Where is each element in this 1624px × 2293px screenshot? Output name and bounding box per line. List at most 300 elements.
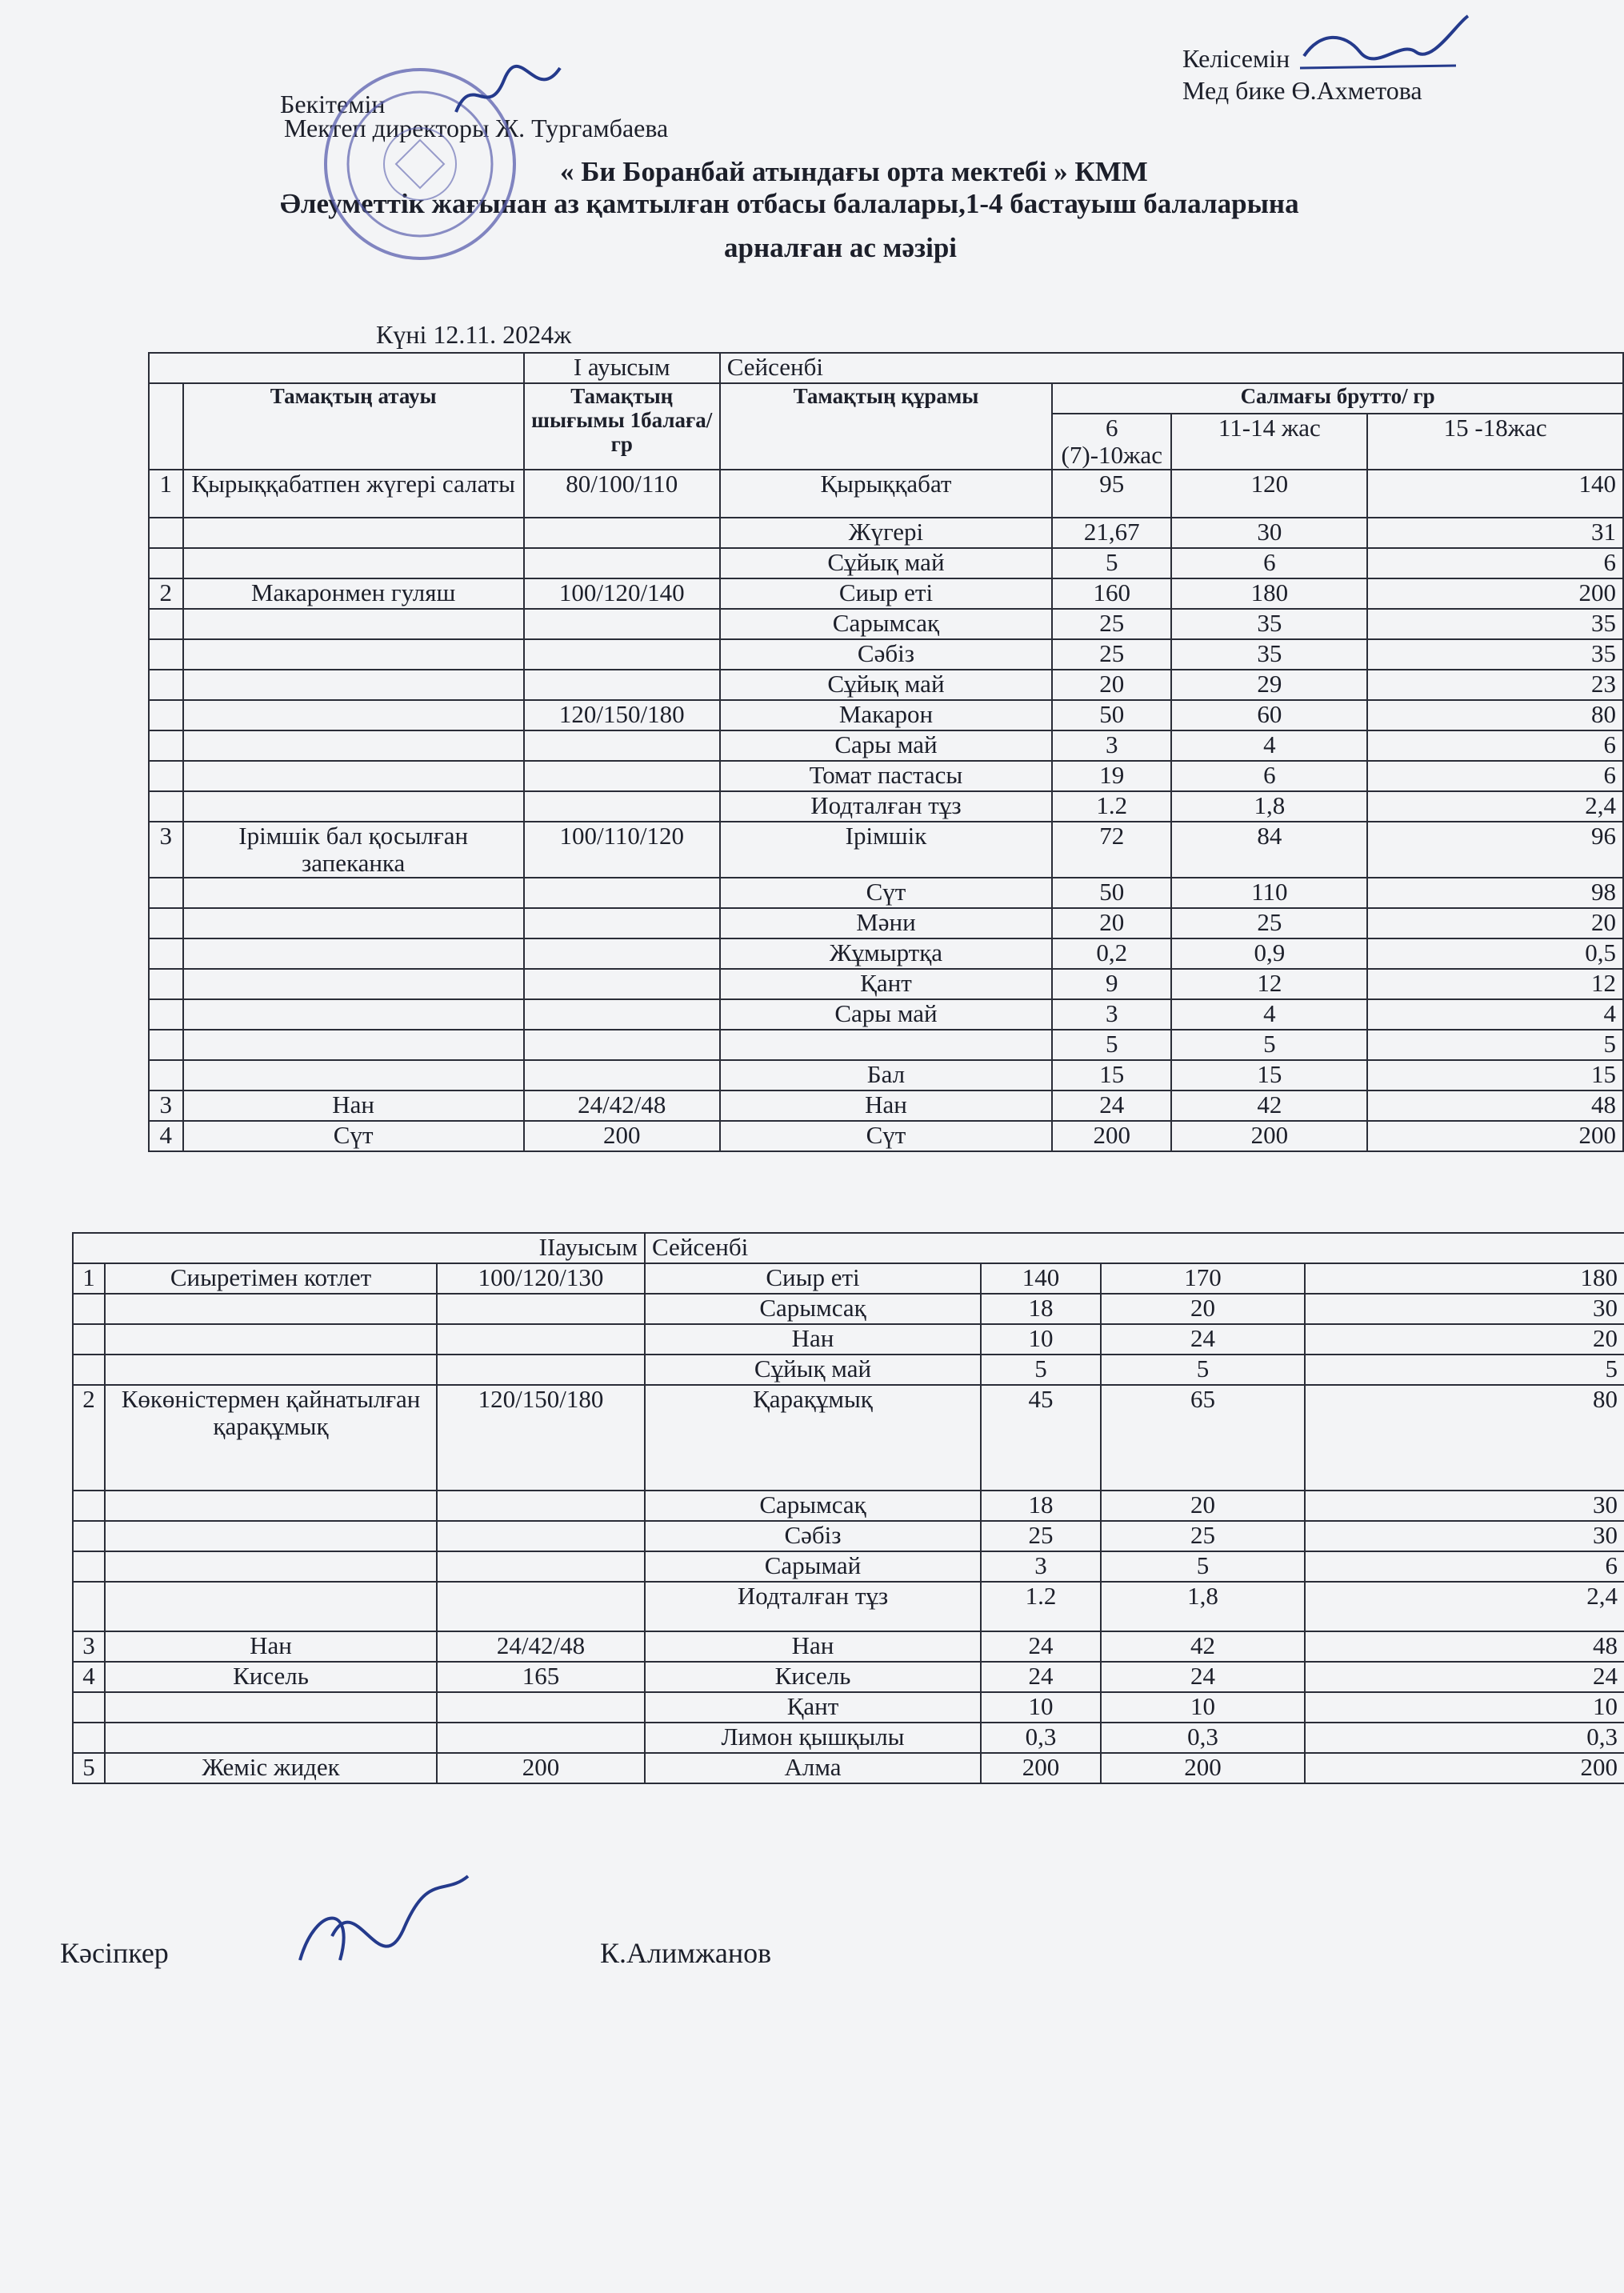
weight-age-2: 30 (1171, 518, 1367, 548)
table-row (73, 1294, 1624, 1324)
dish-output (524, 969, 720, 999)
weight-age-3: 6 (1367, 761, 1623, 791)
weight-age-2: 25 (1101, 1521, 1305, 1551)
dish-name (183, 878, 524, 908)
dish-output (524, 730, 720, 761)
weight-age-1: 3 (1052, 999, 1171, 1030)
weight-age-3: 200 (1367, 1121, 1623, 1151)
weight-age-2: 6 (1171, 761, 1367, 791)
weight-age-2: 200 (1101, 1753, 1305, 1783)
dish-name (183, 908, 524, 938)
dish-name: Ірімшік бал қосылған запеканка (183, 822, 524, 878)
dish-output (524, 1060, 720, 1090)
shift-2-label: IIауысым (73, 1233, 645, 1263)
ingredient: Қырыққабат (720, 470, 1052, 518)
weight-age-2: 84 (1171, 822, 1367, 878)
weight-age-2: 5 (1101, 1355, 1305, 1385)
dish-output: 120/150/180 (437, 1385, 645, 1491)
weight-age-2: 15 (1171, 1060, 1367, 1090)
weight-age-1: 5 (981, 1355, 1101, 1385)
weight-age-3: 10 (1305, 1692, 1624, 1723)
weight-age-1: 9 (1052, 969, 1171, 999)
column-header-age-2: 11-14 жас (1171, 414, 1367, 470)
dish-name (183, 969, 524, 999)
row-number: 2 (149, 578, 183, 609)
weight-age-3: 200 (1367, 578, 1623, 609)
table-row (149, 822, 1623, 878)
weight-age-3: 0,3 (1305, 1723, 1624, 1753)
weight-age-1: 20 (1052, 670, 1171, 700)
dish-output (437, 1355, 645, 1385)
weight-age-1: 10 (981, 1692, 1101, 1723)
ingredient: Сұйық май (645, 1355, 981, 1385)
table-row (149, 518, 1623, 548)
table-row (73, 1582, 1624, 1631)
dish-output (437, 1294, 645, 1324)
dish-output: 100/120/140 (524, 578, 720, 609)
row-number (149, 730, 183, 761)
weight-age-3: 6 (1367, 730, 1623, 761)
ingredient: Иодталған тұз (645, 1582, 981, 1631)
table-row (149, 1060, 1623, 1090)
dish-name (105, 1324, 437, 1355)
table-row (73, 1355, 1624, 1385)
row-number: 3 (149, 1090, 183, 1121)
table-row (73, 1263, 1624, 1294)
table-row (149, 639, 1623, 670)
weight-age-1: 21,67 (1052, 518, 1171, 548)
dish-output (524, 518, 720, 548)
table-row (73, 1631, 1624, 1662)
weight-age-3: 35 (1367, 609, 1623, 639)
row-number: 1 (73, 1263, 105, 1294)
weight-age-3: 30 (1305, 1294, 1624, 1324)
ingredient: Ірімшік (720, 822, 1052, 878)
dish-name (183, 670, 524, 700)
ingredient: Макарон (720, 700, 1052, 730)
weight-age-2: 170 (1101, 1263, 1305, 1294)
row-number: 4 (149, 1121, 183, 1151)
table-row (73, 1662, 1624, 1692)
table-row (149, 700, 1623, 730)
weight-age-1: 3 (981, 1551, 1101, 1582)
dish-name (105, 1491, 437, 1521)
table-row (149, 1090, 1623, 1121)
table-row (149, 908, 1623, 938)
weight-age-1: 0,3 (981, 1723, 1101, 1753)
table-row (73, 1753, 1624, 1783)
weight-age-1: 25 (1052, 639, 1171, 670)
weight-age-1: 25 (1052, 609, 1171, 639)
ingredient: Сарымсақ (645, 1491, 981, 1521)
weight-age-1: 18 (981, 1294, 1101, 1324)
ingredient: Сәбіз (645, 1521, 981, 1551)
weight-age-2: 4 (1171, 730, 1367, 761)
dish-name (183, 1060, 524, 1090)
row-number (73, 1582, 105, 1631)
ingredient: Сиыр еті (720, 578, 1052, 609)
dish-name: Қырыққабатпен жүгері салаты (183, 470, 524, 518)
dish-output: 80/100/110 (524, 470, 720, 518)
dish-name (183, 609, 524, 639)
dish-name (183, 548, 524, 578)
weight-age-1: 19 (1052, 761, 1171, 791)
director-line: Мектеп директоры Ж. Тургамбаева (284, 114, 669, 142)
dish-name (105, 1582, 437, 1631)
weight-age-2: 180 (1171, 578, 1367, 609)
weight-age-3: 12 (1367, 969, 1623, 999)
weight-age-3: 2,4 (1367, 791, 1623, 822)
table-row (149, 609, 1623, 639)
weight-age-3: 15 (1367, 1060, 1623, 1090)
dish-name: Нан (105, 1631, 437, 1662)
ingredient: Нан (720, 1090, 1052, 1121)
column-header-age-1: 6 (7)-10жас (1052, 414, 1171, 470)
weight-age-1: 95 (1052, 470, 1171, 518)
ingredient: Сұйық май (720, 548, 1052, 578)
weight-age-1: 200 (1052, 1121, 1171, 1151)
weight-age-2: 42 (1171, 1090, 1367, 1121)
dish-name (183, 938, 524, 969)
dish-name (183, 1030, 524, 1060)
weight-age-3: 140 (1367, 470, 1623, 518)
title-line-2: арналған ас мәзірі (724, 232, 958, 263)
dish-output: 100/110/120 (524, 822, 720, 878)
weight-age-1: 50 (1052, 700, 1171, 730)
dish-name (183, 518, 524, 548)
ingredient: Иодталған тұз (720, 791, 1052, 822)
dish-output (524, 938, 720, 969)
ingredient: Сары май (720, 730, 1052, 761)
dish-name (105, 1723, 437, 1753)
weight-age-3: 5 (1367, 1030, 1623, 1060)
day-2-label: Сейсенбі (645, 1233, 1624, 1263)
dish-name (183, 761, 524, 791)
weight-age-3: 31 (1367, 518, 1623, 548)
weight-age-3: 5 (1305, 1355, 1624, 1385)
weight-age-2: 29 (1171, 670, 1367, 700)
weight-age-2: 60 (1171, 700, 1367, 730)
weight-age-3: 96 (1367, 822, 1623, 878)
weight-age-1: 72 (1052, 822, 1171, 878)
row-number: 5 (73, 1753, 105, 1783)
dish-output (524, 670, 720, 700)
weight-age-1: 50 (1052, 878, 1171, 908)
nurse-line: Мед бике Ө.Ахметова (1182, 76, 1422, 105)
ingredient: Қант (645, 1692, 981, 1723)
dish-name: Макаронмен гуляш (183, 578, 524, 609)
dish-output: 200 (524, 1121, 720, 1151)
weight-age-1: 3 (1052, 730, 1171, 761)
row-number: 3 (149, 822, 183, 878)
dish-name (105, 1551, 437, 1582)
weight-age-1: 45 (981, 1385, 1101, 1491)
ingredient: Сарымай (645, 1551, 981, 1582)
weight-age-2: 24 (1101, 1324, 1305, 1355)
dish-output (437, 1324, 645, 1355)
row-number (73, 1692, 105, 1723)
table-row (73, 1521, 1624, 1551)
weight-age-2: 20 (1101, 1294, 1305, 1324)
weight-age-3: 20 (1305, 1324, 1624, 1355)
weight-age-2: 0,9 (1171, 938, 1367, 969)
row-number (73, 1324, 105, 1355)
weight-age-2: 5 (1171, 1030, 1367, 1060)
weight-age-2: 35 (1171, 639, 1367, 670)
dish-name (105, 1355, 437, 1385)
ingredient: Алма (645, 1753, 981, 1783)
dish-name (183, 791, 524, 822)
weight-age-1: 18 (981, 1491, 1101, 1521)
ingredient: Сүт (720, 1121, 1052, 1151)
ingredient: Сарымсақ (720, 609, 1052, 639)
table-row (149, 938, 1623, 969)
row-number (149, 791, 183, 822)
dish-output: 200 (437, 1753, 645, 1783)
dish-name (105, 1294, 437, 1324)
ingredient: Лимон қышқылы (645, 1723, 981, 1753)
ingredient: Сүт (720, 878, 1052, 908)
weight-age-1: 20 (1052, 908, 1171, 938)
column-header-name: Тамақтың атауы (183, 383, 524, 470)
agree-label: Келісемін (1182, 44, 1290, 73)
entrepreneur-label: Кәсіпкер (60, 1937, 169, 1969)
weight-age-3: 98 (1367, 878, 1623, 908)
weight-age-2: 65 (1101, 1385, 1305, 1491)
ingredient: Сарымсақ (645, 1294, 981, 1324)
ingredient: Мәни (720, 908, 1052, 938)
weight-age-1: 200 (981, 1753, 1101, 1783)
table-row (149, 878, 1623, 908)
weight-age-3: 4 (1367, 999, 1623, 1030)
shift-label: I ауысым (524, 353, 720, 383)
dish-name (183, 700, 524, 730)
table-row (149, 969, 1623, 999)
column-header-age-3: 15 -18жас (1367, 414, 1623, 470)
weight-age-1: 160 (1052, 578, 1171, 609)
dish-name (183, 639, 524, 670)
approve-label: Бекітемін (280, 90, 386, 118)
weight-age-2: 12 (1171, 969, 1367, 999)
weight-age-3: 200 (1305, 1753, 1624, 1783)
weight-age-1: 24 (981, 1631, 1101, 1662)
table-row (73, 1723, 1624, 1753)
row-number (73, 1491, 105, 1521)
row-number: 4 (73, 1662, 105, 1692)
weight-age-3: 35 (1367, 639, 1623, 670)
dish-output (524, 548, 720, 578)
weight-age-2: 1,8 (1101, 1582, 1305, 1631)
dish-output: 120/150/180 (524, 700, 720, 730)
weight-age-1: 1.2 (1052, 791, 1171, 822)
weight-age-2: 10 (1101, 1692, 1305, 1723)
dish-name: Көкөністермен қайнатылған қарақұмық (105, 1385, 437, 1491)
row-number (73, 1551, 105, 1582)
weight-age-3: 20 (1367, 908, 1623, 938)
table-row (149, 670, 1623, 700)
weight-age-3: 180 (1305, 1263, 1624, 1294)
row-number (149, 1060, 183, 1090)
row-number (149, 548, 183, 578)
row-number (149, 700, 183, 730)
dish-output (437, 1551, 645, 1582)
weight-age-3: 48 (1367, 1090, 1623, 1121)
weight-age-1: 25 (981, 1521, 1101, 1551)
weight-age-3: 2,4 (1305, 1582, 1624, 1631)
dish-name (105, 1521, 437, 1551)
table-row (149, 730, 1623, 761)
nurse-signature-icon (1296, 8, 1480, 76)
dish-output: 24/42/48 (524, 1090, 720, 1121)
ingredient: Нан (645, 1324, 981, 1355)
ingredient: Қант (720, 969, 1052, 999)
row-number (149, 999, 183, 1030)
row-number: 2 (73, 1385, 105, 1491)
ingredient: Жұмыртқа (720, 938, 1052, 969)
dish-name: Сиыретімен котлет (105, 1263, 437, 1294)
ingredient: Бал (720, 1060, 1052, 1090)
dish-name: Жеміс жидек (105, 1753, 437, 1783)
weight-age-3: 30 (1305, 1521, 1624, 1551)
table-row (73, 1551, 1624, 1582)
row-number (73, 1521, 105, 1551)
table-row (149, 1121, 1623, 1151)
row-number (73, 1355, 105, 1385)
dish-output (437, 1692, 645, 1723)
table-row (73, 1491, 1624, 1521)
menu-table-shift-1 (148, 352, 1624, 1152)
weight-age-2: 25 (1171, 908, 1367, 938)
dish-output (437, 1521, 645, 1551)
weight-age-2: 120 (1171, 470, 1367, 518)
weight-age-1: 5 (1052, 1030, 1171, 1060)
dish-name (183, 730, 524, 761)
dish-output (524, 878, 720, 908)
ingredient: Сиыр еті (645, 1263, 981, 1294)
dish-output: 100/120/130 (437, 1263, 645, 1294)
weight-age-1: 5 (1052, 548, 1171, 578)
weight-age-3: 6 (1305, 1551, 1624, 1582)
ingredient (720, 1030, 1052, 1060)
row-number (149, 609, 183, 639)
dish-name: Нан (183, 1090, 524, 1121)
dish-name: Кисель (105, 1662, 437, 1692)
dish-output (524, 609, 720, 639)
entrepreneur-signature-icon (284, 1872, 476, 1992)
dish-name (183, 999, 524, 1030)
weight-age-1: 15 (1052, 1060, 1171, 1090)
dish-output: 165 (437, 1662, 645, 1692)
weight-age-3: 23 (1367, 670, 1623, 700)
entrepreneur-name: К.Алимжанов (600, 1937, 772, 1969)
table-row (149, 791, 1623, 822)
dish-output: 24/42/48 (437, 1631, 645, 1662)
weight-age-2: 42 (1101, 1631, 1305, 1662)
ingredient: Сары май (720, 999, 1052, 1030)
weight-age-2: 20 (1101, 1491, 1305, 1521)
weight-age-1: 10 (981, 1324, 1101, 1355)
title-line-1: Әлеуметтік жағынан аз қамтылған отбасы балалары,1-4 бастауыш балаларына (280, 188, 1299, 219)
ingredient: Жүгері (720, 518, 1052, 548)
ingredient: Сәбіз (720, 639, 1052, 670)
dish-output (437, 1491, 645, 1521)
table-row (149, 548, 1623, 578)
date-line: Күні 12.11. 2024ж (376, 320, 572, 349)
dish-output (524, 999, 720, 1030)
weight-age-2: 4 (1171, 999, 1367, 1030)
row-number: 3 (73, 1631, 105, 1662)
ingredient: Сұйық май (720, 670, 1052, 700)
row-number (149, 639, 183, 670)
dish-output (437, 1723, 645, 1753)
ingredient: Қарақұмық (645, 1385, 981, 1491)
weight-age-1: 24 (1052, 1090, 1171, 1121)
table-row (149, 1030, 1623, 1060)
column-header-composition: Тамақтың құрамы (720, 383, 1052, 470)
ingredient: Нан (645, 1631, 981, 1662)
weight-age-3: 24 (1305, 1662, 1624, 1692)
weight-age-3: 6 (1367, 548, 1623, 578)
dish-output (437, 1582, 645, 1631)
row-number (149, 969, 183, 999)
row-number (149, 670, 183, 700)
director-signature-icon (448, 56, 568, 128)
ingredient: Кисель (645, 1662, 981, 1692)
weight-age-3: 80 (1305, 1385, 1624, 1491)
weight-age-2: 0,3 (1101, 1723, 1305, 1753)
column-header-output: Тамақтың шығымы 1балаға/гр (524, 383, 720, 470)
weight-age-2: 35 (1171, 609, 1367, 639)
dish-name (105, 1692, 437, 1723)
row-number (149, 938, 183, 969)
row-number (149, 878, 183, 908)
table-row (149, 470, 1623, 518)
table-row (149, 578, 1623, 609)
row-number (149, 761, 183, 791)
dish-output (524, 791, 720, 822)
column-header-weight: Салмағы брутто/ гр (1052, 383, 1623, 414)
table-row (73, 1385, 1624, 1491)
weight-age-2: 1,8 (1171, 791, 1367, 822)
weight-age-2: 24 (1101, 1662, 1305, 1692)
dish-output (524, 908, 720, 938)
weight-age-2: 200 (1171, 1121, 1367, 1151)
table-row (149, 761, 1623, 791)
table-row (73, 1692, 1624, 1723)
weight-age-1: 140 (981, 1263, 1101, 1294)
dish-name: Сүт (183, 1121, 524, 1151)
weight-age-3: 80 (1367, 700, 1623, 730)
weight-age-1: 0,2 (1052, 938, 1171, 969)
weight-age-2: 6 (1171, 548, 1367, 578)
weight-age-3: 30 (1305, 1491, 1624, 1521)
row-number (149, 518, 183, 548)
row-number (149, 908, 183, 938)
table-row (149, 999, 1623, 1030)
weight-age-3: 48 (1305, 1631, 1624, 1662)
weight-age-2: 5 (1101, 1551, 1305, 1582)
dish-output (524, 761, 720, 791)
table-row (73, 1324, 1624, 1355)
row-number (73, 1723, 105, 1753)
weight-age-1: 1.2 (981, 1582, 1101, 1631)
dish-output (524, 639, 720, 670)
weight-age-1: 24 (981, 1662, 1101, 1692)
dish-output (524, 1030, 720, 1060)
menu-table-shift-2 (72, 1232, 1624, 1784)
row-number (149, 1030, 183, 1060)
school-line: « Би Боранбай атындағы орта мектебі » КММ (560, 156, 1148, 187)
